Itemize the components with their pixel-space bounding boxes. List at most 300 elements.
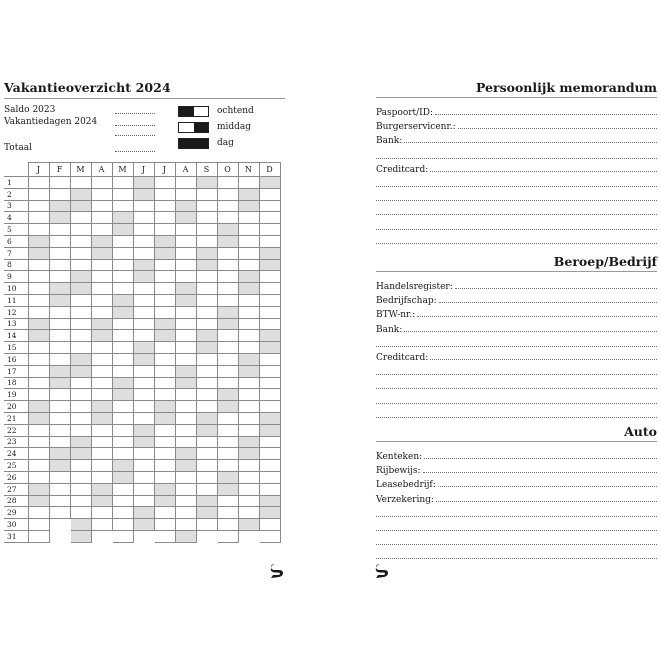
- day-cell[interactable]: [49, 188, 70, 200]
- day-cell[interactable]: [238, 377, 259, 389]
- day-cell[interactable]: [259, 519, 280, 531]
- day-cell[interactable]: [133, 519, 154, 531]
- day-cell[interactable]: [133, 294, 154, 306]
- field-line[interactable]: [417, 316, 657, 317]
- day-cell[interactable]: [175, 212, 196, 224]
- day-cell[interactable]: [91, 460, 112, 472]
- day-cell[interactable]: [175, 412, 196, 424]
- day-cell[interactable]: [91, 448, 112, 460]
- day-cell[interactable]: [154, 401, 175, 413]
- day-cell[interactable]: [259, 483, 280, 495]
- day-cell[interactable]: [91, 294, 112, 306]
- day-cell[interactable]: [49, 377, 70, 389]
- day-cell[interactable]: [154, 377, 175, 389]
- day-cell[interactable]: [196, 424, 217, 436]
- day-cell[interactable]: [133, 353, 154, 365]
- day-cell[interactable]: [49, 471, 70, 483]
- day-cell[interactable]: [49, 389, 70, 401]
- day-cell[interactable]: [196, 212, 217, 224]
- day-cell[interactable]: [259, 412, 280, 424]
- day-cell[interactable]: [91, 507, 112, 519]
- day-cell[interactable]: [196, 483, 217, 495]
- day-cell[interactable]: [49, 448, 70, 460]
- day-cell[interactable]: [28, 212, 49, 224]
- day-cell[interactable]: [175, 330, 196, 342]
- day-cell[interactable]: [154, 306, 175, 318]
- day-cell[interactable]: [196, 460, 217, 472]
- day-cell[interactable]: [49, 401, 70, 413]
- field-row[interactable]: [376, 462, 657, 476]
- day-cell[interactable]: [175, 177, 196, 189]
- day-cell[interactable]: [238, 507, 259, 519]
- day-cell[interactable]: [112, 389, 133, 401]
- day-cell[interactable]: [91, 412, 112, 424]
- day-cell[interactable]: [154, 224, 175, 236]
- day-cell[interactable]: [70, 318, 91, 330]
- day-cell[interactable]: [259, 460, 280, 472]
- day-cell[interactable]: [154, 530, 175, 542]
- day-cell[interactable]: [28, 389, 49, 401]
- day-cell[interactable]: [196, 507, 217, 519]
- blank-line[interactable]: [376, 530, 657, 531]
- day-cell[interactable]: [238, 412, 259, 424]
- day-cell[interactable]: [175, 401, 196, 413]
- day-cell[interactable]: [49, 412, 70, 424]
- day-cell[interactable]: [70, 412, 91, 424]
- blank-line[interactable]: [376, 516, 657, 517]
- day-cell[interactable]: [154, 212, 175, 224]
- day-cell[interactable]: [133, 306, 154, 318]
- day-cell[interactable]: [91, 436, 112, 448]
- day-cell[interactable]: [70, 436, 91, 448]
- day-cell[interactable]: [196, 259, 217, 271]
- day-cell[interactable]: [112, 235, 133, 247]
- day-cell[interactable]: [175, 448, 196, 460]
- day-cell[interactable]: [49, 330, 70, 342]
- day-cell[interactable]: [28, 365, 49, 377]
- day-cell[interactable]: [217, 224, 238, 236]
- day-cell[interactable]: [175, 353, 196, 365]
- day-cell[interactable]: [196, 318, 217, 330]
- field-line[interactable]: [404, 142, 657, 143]
- day-cell[interactable]: [28, 200, 49, 212]
- day-cell[interactable]: [28, 519, 49, 531]
- day-cell[interactable]: [133, 377, 154, 389]
- day-cell[interactable]: [28, 483, 49, 495]
- blank-line[interactable]: [376, 374, 657, 375]
- field-line[interactable]: [436, 501, 657, 502]
- day-cell[interactable]: [196, 188, 217, 200]
- day-cell[interactable]: [259, 389, 280, 401]
- day-cell[interactable]: [238, 212, 259, 224]
- day-cell[interactable]: [217, 530, 238, 542]
- day-cell[interactable]: [70, 294, 91, 306]
- day-cell[interactable]: [91, 389, 112, 401]
- day-cell[interactable]: [259, 294, 280, 306]
- day-cell[interactable]: [133, 330, 154, 342]
- day-cell[interactable]: [133, 495, 154, 507]
- day-cell[interactable]: [112, 436, 133, 448]
- day-cell[interactable]: [112, 530, 133, 542]
- day-cell[interactable]: [70, 507, 91, 519]
- day-cell[interactable]: [49, 212, 70, 224]
- day-cell[interactable]: [175, 200, 196, 212]
- day-cell[interactable]: [112, 188, 133, 200]
- day-cell[interactable]: [196, 247, 217, 259]
- day-cell[interactable]: [91, 212, 112, 224]
- day-cell[interactable]: [28, 412, 49, 424]
- day-cell[interactable]: [70, 377, 91, 389]
- day-cell[interactable]: [70, 460, 91, 472]
- day-cell[interactable]: [259, 401, 280, 413]
- day-cell[interactable]: [49, 224, 70, 236]
- day-cell[interactable]: [196, 235, 217, 247]
- field-line[interactable]: [435, 114, 657, 115]
- day-cell[interactable]: [217, 424, 238, 436]
- field-row[interactable]: [376, 161, 657, 175]
- day-cell[interactable]: [70, 188, 91, 200]
- day-cell[interactable]: [196, 330, 217, 342]
- day-cell[interactable]: [28, 294, 49, 306]
- day-cell[interactable]: [70, 389, 91, 401]
- blank-line[interactable]: [376, 417, 657, 418]
- day-cell[interactable]: [238, 389, 259, 401]
- day-cell[interactable]: [28, 224, 49, 236]
- blank-line[interactable]: [376, 243, 657, 244]
- day-cell[interactable]: [70, 471, 91, 483]
- day-cell[interactable]: [217, 212, 238, 224]
- day-cell[interactable]: [28, 530, 49, 542]
- day-cell[interactable]: [196, 495, 217, 507]
- day-cell[interactable]: [112, 377, 133, 389]
- day-cell[interactable]: [175, 306, 196, 318]
- day-cell[interactable]: [154, 283, 175, 295]
- field-line[interactable]: [439, 302, 657, 303]
- day-cell[interactable]: [175, 519, 196, 531]
- day-cell[interactable]: [217, 389, 238, 401]
- day-cell[interactable]: [154, 294, 175, 306]
- day-cell[interactable]: [154, 235, 175, 247]
- day-cell[interactable]: [259, 271, 280, 283]
- day-cell[interactable]: [70, 483, 91, 495]
- day-cell[interactable]: [112, 330, 133, 342]
- day-cell[interactable]: [28, 424, 49, 436]
- day-cell[interactable]: [154, 483, 175, 495]
- day-cell[interactable]: [133, 177, 154, 189]
- field-line[interactable]: [430, 359, 657, 360]
- day-cell[interactable]: [175, 224, 196, 236]
- blank-line[interactable]: [376, 200, 657, 201]
- day-cell[interactable]: [112, 247, 133, 259]
- day-cell[interactable]: [238, 200, 259, 212]
- day-cell[interactable]: [217, 412, 238, 424]
- day-cell[interactable]: [49, 306, 70, 318]
- day-cell[interactable]: [49, 318, 70, 330]
- day-cell[interactable]: [133, 224, 154, 236]
- day-cell[interactable]: [112, 283, 133, 295]
- day-cell[interactable]: [112, 365, 133, 377]
- day-cell[interactable]: [238, 365, 259, 377]
- day-cell[interactable]: [259, 235, 280, 247]
- day-cell[interactable]: [238, 177, 259, 189]
- day-cell[interactable]: [175, 483, 196, 495]
- day-cell[interactable]: [154, 424, 175, 436]
- day-cell[interactable]: [217, 483, 238, 495]
- day-cell[interactable]: [217, 200, 238, 212]
- day-cell[interactable]: [175, 377, 196, 389]
- day-cell[interactable]: [196, 436, 217, 448]
- day-cell[interactable]: [70, 342, 91, 354]
- day-cell[interactable]: [91, 271, 112, 283]
- day-cell[interactable]: [196, 271, 217, 283]
- day-cell[interactable]: [238, 471, 259, 483]
- day-cell[interactable]: [196, 412, 217, 424]
- day-cell[interactable]: [154, 448, 175, 460]
- day-cell[interactable]: [91, 401, 112, 413]
- day-cell[interactable]: [133, 365, 154, 377]
- day-cell[interactable]: [154, 412, 175, 424]
- day-cell[interactable]: [217, 271, 238, 283]
- day-cell[interactable]: [175, 235, 196, 247]
- day-cell[interactable]: [175, 365, 196, 377]
- day-cell[interactable]: [238, 424, 259, 436]
- field-line[interactable]: [423, 472, 657, 473]
- day-cell[interactable]: [196, 519, 217, 531]
- day-cell[interactable]: [217, 330, 238, 342]
- day-cell[interactable]: [238, 483, 259, 495]
- day-cell[interactable]: [133, 471, 154, 483]
- day-cell[interactable]: [133, 424, 154, 436]
- day-cell[interactable]: [154, 365, 175, 377]
- day-cell[interactable]: [238, 294, 259, 306]
- day-cell[interactable]: [175, 271, 196, 283]
- day-cell[interactable]: [154, 271, 175, 283]
- summary-line[interactable]: [115, 113, 155, 114]
- day-cell[interactable]: [154, 389, 175, 401]
- day-cell[interactable]: [70, 519, 91, 531]
- field-line[interactable]: [458, 128, 657, 129]
- field-row[interactable]: [376, 278, 657, 292]
- day-cell[interactable]: [196, 471, 217, 483]
- day-cell[interactable]: [49, 271, 70, 283]
- day-cell[interactable]: [133, 188, 154, 200]
- field-row[interactable]: [376, 448, 657, 462]
- day-cell[interactable]: [91, 177, 112, 189]
- day-cell[interactable]: [112, 177, 133, 189]
- day-cell[interactable]: [238, 436, 259, 448]
- day-cell[interactable]: [217, 306, 238, 318]
- blank-line[interactable]: [376, 186, 657, 187]
- day-cell[interactable]: [49, 424, 70, 436]
- day-cell[interactable]: [70, 330, 91, 342]
- day-cell[interactable]: [133, 247, 154, 259]
- day-cell[interactable]: [217, 235, 238, 247]
- day-cell[interactable]: [154, 519, 175, 531]
- day-cell[interactable]: [217, 318, 238, 330]
- day-cell[interactable]: [91, 259, 112, 271]
- day-cell[interactable]: [133, 283, 154, 295]
- day-cell[interactable]: [112, 401, 133, 413]
- day-cell[interactable]: [259, 471, 280, 483]
- day-cell[interactable]: [28, 283, 49, 295]
- day-cell[interactable]: [259, 200, 280, 212]
- day-cell[interactable]: [196, 283, 217, 295]
- day-cell[interactable]: [259, 283, 280, 295]
- blank-line[interactable]: [376, 403, 657, 404]
- day-cell[interactable]: [49, 460, 70, 472]
- day-cell[interactable]: [175, 530, 196, 542]
- day-cell[interactable]: [112, 353, 133, 365]
- day-cell[interactable]: [196, 306, 217, 318]
- day-cell[interactable]: [28, 507, 49, 519]
- day-cell[interactable]: [217, 507, 238, 519]
- field-line[interactable]: [430, 171, 657, 172]
- day-cell[interactable]: [133, 460, 154, 472]
- day-cell[interactable]: [49, 342, 70, 354]
- day-cell[interactable]: [70, 424, 91, 436]
- day-cell[interactable]: [175, 389, 196, 401]
- day-cell[interactable]: [49, 436, 70, 448]
- field-row[interactable]: [376, 476, 657, 490]
- day-cell[interactable]: [196, 448, 217, 460]
- day-cell[interactable]: [217, 247, 238, 259]
- day-cell[interactable]: [217, 342, 238, 354]
- day-cell[interactable]: [112, 306, 133, 318]
- day-cell[interactable]: [91, 377, 112, 389]
- day-cell[interactable]: [49, 507, 70, 519]
- day-cell[interactable]: [175, 294, 196, 306]
- day-cell[interactable]: [154, 188, 175, 200]
- day-cell[interactable]: [196, 389, 217, 401]
- day-cell[interactable]: [175, 460, 196, 472]
- day-cell[interactable]: [175, 495, 196, 507]
- day-cell[interactable]: [259, 224, 280, 236]
- day-cell[interactable]: [175, 436, 196, 448]
- day-cell[interactable]: [112, 495, 133, 507]
- day-cell[interactable]: [238, 448, 259, 460]
- field-line[interactable]: [438, 486, 657, 487]
- day-cell[interactable]: [259, 177, 280, 189]
- day-cell[interactable]: [70, 247, 91, 259]
- day-cell[interactable]: [196, 365, 217, 377]
- field-row[interactable]: [376, 306, 657, 320]
- day-cell[interactable]: [49, 200, 70, 212]
- summary-line[interactable]: [115, 125, 155, 126]
- day-cell[interactable]: [196, 342, 217, 354]
- day-cell[interactable]: [112, 483, 133, 495]
- day-cell[interactable]: [91, 235, 112, 247]
- day-cell[interactable]: [217, 377, 238, 389]
- day-cell[interactable]: [217, 460, 238, 472]
- day-cell[interactable]: [259, 247, 280, 259]
- day-cell[interactable]: [217, 353, 238, 365]
- day-cell[interactable]: [112, 294, 133, 306]
- day-cell[interactable]: [175, 247, 196, 259]
- day-cell[interactable]: [28, 259, 49, 271]
- day-cell[interactable]: [154, 330, 175, 342]
- day-cell[interactable]: [91, 483, 112, 495]
- day-cell[interactable]: [91, 330, 112, 342]
- day-cell[interactable]: [154, 353, 175, 365]
- day-cell[interactable]: [259, 330, 280, 342]
- day-cell[interactable]: [49, 259, 70, 271]
- day-cell[interactable]: [70, 200, 91, 212]
- day-cell[interactable]: [259, 188, 280, 200]
- day-cell[interactable]: [49, 483, 70, 495]
- day-cell[interactable]: [238, 318, 259, 330]
- day-cell[interactable]: [175, 318, 196, 330]
- day-cell[interactable]: [49, 247, 70, 259]
- day-cell[interactable]: [112, 212, 133, 224]
- day-cell[interactable]: [238, 330, 259, 342]
- day-cell[interactable]: [259, 424, 280, 436]
- day-cell[interactable]: [133, 401, 154, 413]
- day-cell[interactable]: [112, 424, 133, 436]
- summary-line[interactable]: [115, 151, 155, 152]
- day-cell[interactable]: [112, 507, 133, 519]
- day-cell[interactable]: [175, 507, 196, 519]
- day-cell[interactable]: [49, 353, 70, 365]
- day-cell[interactable]: [112, 318, 133, 330]
- day-cell[interactable]: [238, 247, 259, 259]
- day-cell[interactable]: [259, 353, 280, 365]
- day-cell[interactable]: [175, 188, 196, 200]
- day-cell[interactable]: [28, 460, 49, 472]
- blank-line[interactable]: [376, 158, 657, 159]
- day-cell[interactable]: [133, 436, 154, 448]
- day-cell[interactable]: [133, 448, 154, 460]
- day-cell[interactable]: [70, 401, 91, 413]
- day-cell[interactable]: [133, 212, 154, 224]
- day-cell[interactable]: [154, 318, 175, 330]
- day-cell[interactable]: [70, 235, 91, 247]
- day-cell[interactable]: [133, 342, 154, 354]
- day-cell[interactable]: [238, 353, 259, 365]
- day-cell[interactable]: [259, 259, 280, 271]
- day-cell[interactable]: [196, 401, 217, 413]
- day-cell[interactable]: [217, 495, 238, 507]
- day-cell[interactable]: [91, 188, 112, 200]
- day-cell[interactable]: [112, 519, 133, 531]
- field-row[interactable]: [376, 132, 657, 146]
- day-cell[interactable]: [133, 412, 154, 424]
- day-cell[interactable]: [238, 342, 259, 354]
- day-cell[interactable]: [49, 294, 70, 306]
- day-cell[interactable]: [112, 412, 133, 424]
- day-cell[interactable]: [70, 365, 91, 377]
- day-cell[interactable]: [28, 306, 49, 318]
- day-cell[interactable]: [154, 342, 175, 354]
- day-cell[interactable]: [238, 259, 259, 271]
- field-row[interactable]: [376, 349, 657, 363]
- day-cell[interactable]: [217, 294, 238, 306]
- day-cell[interactable]: [49, 235, 70, 247]
- field-row[interactable]: [376, 321, 657, 335]
- day-cell[interactable]: [112, 460, 133, 472]
- day-cell[interactable]: [112, 448, 133, 460]
- day-cell[interactable]: [259, 342, 280, 354]
- day-cell[interactable]: [112, 224, 133, 236]
- day-cell[interactable]: [70, 283, 91, 295]
- day-cell[interactable]: [91, 247, 112, 259]
- day-cell[interactable]: [91, 424, 112, 436]
- day-cell[interactable]: [217, 259, 238, 271]
- day-cell[interactable]: [70, 448, 91, 460]
- day-cell[interactable]: [91, 519, 112, 531]
- day-cell[interactable]: [91, 471, 112, 483]
- day-cell[interactable]: [154, 495, 175, 507]
- field-row[interactable]: [376, 118, 657, 132]
